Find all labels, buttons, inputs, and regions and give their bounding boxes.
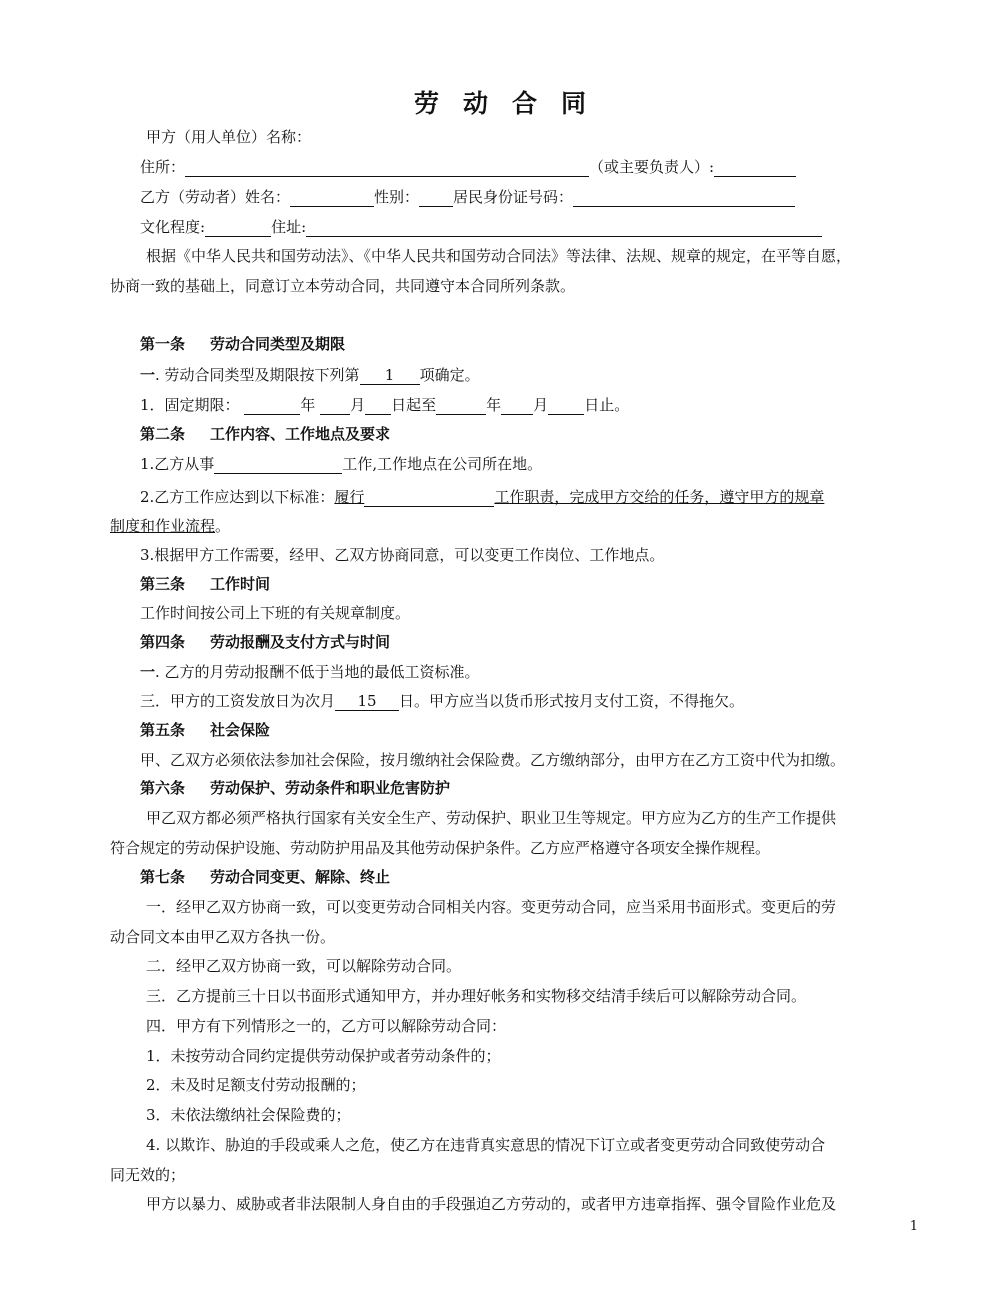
party-b-name-label: 乙方（劳动者）姓名： (140, 188, 291, 206)
year-label: 年 (486, 396, 502, 414)
title-char: 动 (462, 89, 488, 118)
party-b-line (140, 186, 795, 207)
address-label: 住所： (140, 158, 186, 176)
article-title: 工作时间 (210, 575, 271, 593)
art7-line-11: 甲方以暴力、威胁或者非法限制人身自由的手段强迫乙方劳动的，或者甲方违章指挥、强令冒险作业危及 (146, 1195, 837, 1213)
art7-line-9: 4. 以欺诈、胁迫的手段或乘人之危，使乙方在违背真实意思的情况下订立或者变更劳动合同致使劳动合 (146, 1136, 826, 1154)
year-label: 年 (300, 396, 316, 414)
art3-line-1: 工作时间按公司上下班的有关规章制度。 (140, 604, 411, 622)
end-month-blank[interactable] (501, 397, 533, 415)
end-year-blank[interactable] (436, 397, 486, 415)
intro-line-2: 协商一致的基础上，同意订立本劳动合同，共同遵守本合同所列条款。 (110, 277, 576, 295)
art4-text: . 乙方的月劳动报酬不低于当地的最低工资标准。 (155, 663, 480, 681)
start-year-blank[interactable] (244, 397, 300, 415)
title-char: 同 (561, 89, 587, 118)
item-marker: 一 (140, 663, 156, 681)
art1-line-1 (140, 364, 480, 385)
art2-line-2-cont (110, 515, 230, 536)
page-number: 1 (909, 1219, 918, 1234)
party-a-label: 甲方（用人单位）名称： (146, 128, 312, 146)
gender-blank[interactable] (419, 189, 453, 207)
article-title: 劳动报酬及支付方式与时间 (210, 633, 391, 651)
end-day-blank[interactable] (548, 397, 584, 415)
article-title: 工作内容、工作地点及要求 (210, 425, 391, 443)
id-number-blank[interactable] (573, 189, 795, 207)
page-title (0, 84, 1000, 120)
article-1-heading (140, 333, 345, 354)
fixed-term-label: 1．固定期限： (140, 396, 240, 414)
start-day-blank[interactable] (365, 397, 391, 415)
article-2-heading (140, 423, 390, 444)
month-label: 月 (533, 396, 549, 414)
art2-text: 。 (215, 517, 231, 535)
article-3-heading (140, 573, 270, 594)
art7-line-5: 四．甲方有下列情形之一的，乙方可以解除劳动合同： (146, 1017, 507, 1035)
end-label: 日止。 (584, 396, 630, 414)
art5-line-1: 甲、乙双方必须依法参加社会保险，按月缴纳社会保险费。乙方缴纳部分，由甲方在乙方工资中代为扣缴。 (140, 751, 846, 769)
article-number: 第一条 (140, 335, 186, 353)
art7-line-10: 同无效的； (110, 1166, 186, 1184)
article-number: 第三条 (140, 575, 186, 593)
standard-text: 制度和作业流程 (110, 517, 216, 535)
article-6-heading (140, 777, 450, 798)
art7-line-1: 一．经甲乙双方协商一致，可以变更劳动合同相关内容。变更劳动合同，应当采用书面形式。变更后的劳 (146, 898, 837, 916)
article-7-heading (140, 866, 390, 887)
article-title: 社会保险 (210, 721, 271, 739)
intro-line-1: 根据《中华人民共和国劳动法》、《中华人民共和国劳动合同法》等法律、法规、规章的规定，在平等自愿， (146, 247, 852, 265)
article-number: 第五条 (140, 721, 186, 739)
education-line (140, 216, 822, 237)
party-a-line (146, 126, 311, 147)
article-4-heading (140, 631, 390, 652)
representative-blank[interactable] (714, 159, 796, 177)
residence-label: 住址: (271, 218, 307, 236)
art7-line-7: 2．未及时足额支付劳动报酬的； (146, 1076, 366, 1094)
contract-type-value[interactable]: 1 (360, 366, 420, 385)
start-month-blank[interactable] (320, 397, 350, 415)
education-label: 文化程度: (140, 218, 206, 236)
art1-text: 项确定。 (419, 366, 480, 384)
art7-line-6: 1．未按劳动合同约定提供劳动保护或者劳动条件的； (146, 1047, 501, 1065)
art4-line-1 (140, 661, 480, 682)
art2-line-3: 3.根据甲方工作需要，经甲、乙双方协商同意，可以变更工作岗位、工作地点。 (140, 546, 665, 564)
pay-day-value[interactable]: 15 (335, 692, 399, 711)
id-number-label: 居民身份证号码： (453, 188, 574, 206)
article-title: 劳动保护、劳动条件和职业危害防护 (210, 779, 451, 797)
art1-text: . 劳动合同类型及期限按下列第 (155, 366, 360, 384)
art7-line-4: 三．乙方提前三十日以书面形式通知甲方，并办理好帐务和实物移交结清手续后可以解除劳动合同。 (146, 987, 807, 1005)
art6-line-2: 符合规定的劳动保护设施、劳动防护用品及其他劳动保护条件。乙方应严格遵守各项安全操作规程。 (110, 839, 771, 857)
art7-line-3: 二．经甲乙双方协商一致，可以解除劳动合同。 (146, 957, 462, 975)
name-blank[interactable] (290, 189, 374, 207)
art2-text: 2.乙方工作应达到以下标准： (140, 488, 335, 506)
art2-text: 1.乙方从事 (140, 455, 215, 473)
month-label: 月 (350, 396, 366, 414)
representative-label: （或主要负责人）: (589, 158, 715, 176)
article-number: 第四条 (140, 633, 186, 651)
standard-text: 履行 (334, 488, 365, 506)
duty-blank[interactable] (364, 489, 494, 507)
art7-line-8: 3．未依法缴纳社会保险费的； (146, 1106, 351, 1124)
job-title-blank[interactable] (214, 456, 342, 474)
art4-text: 日。甲方应当以货币形式按月支付工资，不得拖欠。 (399, 692, 745, 710)
article-title: 劳动合同类型及期限 (210, 335, 346, 353)
art2-line-1 (140, 453, 542, 474)
article-number: 第二条 (140, 425, 186, 443)
title-char: 合 (512, 89, 538, 118)
art4-text: 三．甲方的工资发放日为次月 (140, 692, 336, 710)
art7-line-2: 动合同文本由甲乙双方各执一份。 (110, 928, 336, 946)
title-char: 劳 (413, 89, 439, 118)
article-title: 劳动合同变更、解除、终止 (210, 868, 391, 886)
residence-blank[interactable] (306, 219, 822, 237)
art1-line-2 (140, 394, 629, 415)
art4-line-2 (140, 690, 744, 711)
address-line (140, 156, 796, 177)
item-marker: 一 (140, 366, 156, 384)
standard-text: 工作职责，完成甲方交给的任务，遵守甲方的规章 (494, 488, 825, 506)
article-number: 第七条 (140, 868, 186, 886)
article-5-heading (140, 719, 270, 740)
address-blank[interactable] (185, 159, 589, 177)
article-number: 第六条 (140, 779, 186, 797)
gender-label: 性别： (374, 188, 420, 206)
from-label: 日起至 (391, 396, 437, 414)
art2-text: 工作,工作地点在公司所在地。 (342, 455, 543, 473)
art6-line-1: 甲乙双方都必须严格执行国家有关安全生产、劳动保护、职业卫生等规定。甲方应为乙方的生产工作提供 (146, 809, 837, 827)
art2-line-2 (140, 486, 824, 507)
education-blank[interactable] (205, 219, 271, 237)
